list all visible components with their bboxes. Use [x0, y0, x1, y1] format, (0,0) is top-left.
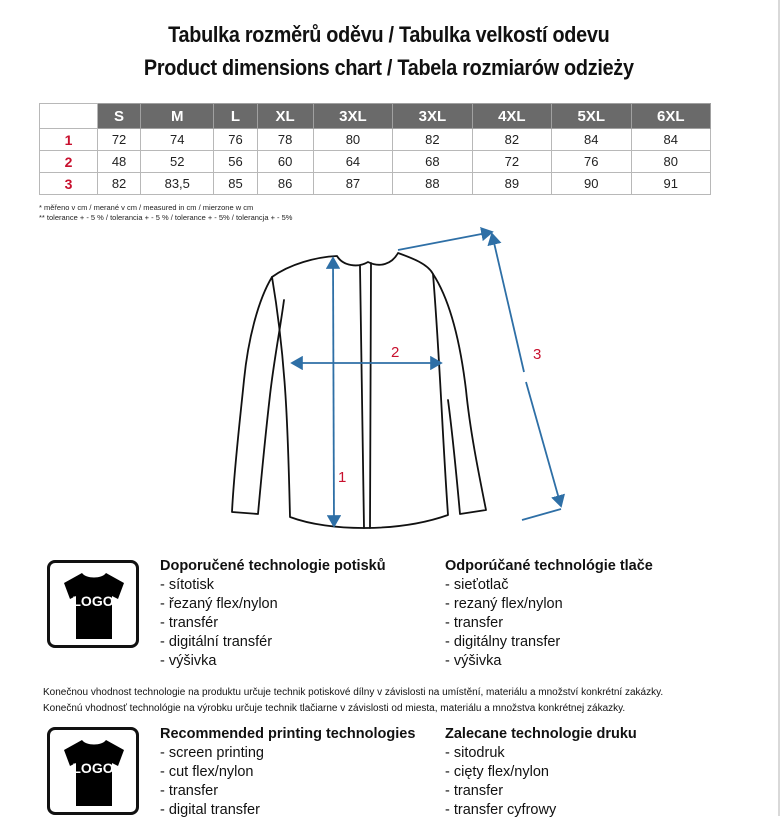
- size-header: 4XL: [472, 104, 551, 129]
- tech-list-en: [160, 725, 415, 820]
- tech-heading-en: Recommended printing technologies: [160, 726, 416, 742]
- garment-diagram: [230, 225, 580, 535]
- row-label: 2: [40, 151, 98, 173]
- tech-list-sk: [445, 557, 653, 671]
- tech-heading-sk: Odporúčané technológie tlače: [445, 558, 653, 574]
- list-item: - digital transfer: [160, 801, 415, 820]
- list-item: - transfer: [445, 614, 653, 633]
- table-cell: 84: [552, 129, 631, 151]
- tech-list-cz: [160, 557, 386, 671]
- table-row: [40, 173, 711, 195]
- list-item: - sitodruk: [445, 744, 637, 763]
- arrow-sleeve-upper: [492, 234, 524, 372]
- table-cell: 68: [393, 151, 472, 173]
- table-cell: 76: [552, 151, 631, 173]
- size-header: L: [214, 104, 257, 129]
- table-row: [40, 151, 711, 173]
- list-item: - rezaný flex/nylon: [445, 595, 653, 614]
- size-table-header-row: [40, 104, 711, 129]
- tech-list-pl: [445, 725, 637, 820]
- jacket-placket-left: [360, 266, 364, 528]
- jacket-outline: [232, 253, 486, 528]
- list-item: - transfer: [160, 782, 415, 801]
- logo-label: LOGO: [72, 593, 114, 609]
- table-cell: 72: [472, 151, 551, 173]
- arrow-sleeve-top: [398, 232, 492, 250]
- table-cell: 74: [141, 129, 214, 151]
- list-item: - digitálny transfer: [445, 633, 653, 652]
- page-title-line1: Tabulka rozměrů oděvu / Tabulka velkostí odevu: [168, 22, 610, 47]
- list-item: - cięty flex/nylon: [445, 763, 637, 782]
- page-title-line2: Product dimensions chart / Tabela rozmiarów odzieży: [143, 55, 634, 80]
- row-label: 3: [40, 173, 98, 195]
- row-label: 1: [40, 129, 98, 151]
- tech-heading-cz: Doporučené technologie potisků: [160, 558, 386, 574]
- diagram-label-3: 3: [533, 346, 542, 363]
- logo-tshirt-badge: [47, 727, 139, 815]
- table-cell: 80: [313, 129, 392, 151]
- list-item: - cut flex/nylon: [160, 763, 415, 782]
- list-item: - digitální transfér: [160, 633, 386, 652]
- table-cell: 64: [313, 151, 392, 173]
- list-item: - výšivka: [160, 652, 386, 671]
- disclaimer-sk: Konečnú vhodnosť technológie na výrobku určuje technik tlačiarne v závislosti od miesta, materiálu a množstva konkrétnej zákazky.: [43, 703, 626, 714]
- note-tolerance: ** tolerance + - 5 % / tolerancia + - 5 % / tolerance + - 5% / tolerancja + - 5%: [39, 213, 293, 222]
- table-cell: 83,5: [141, 173, 214, 195]
- list-item: - transfer cyfrowy: [445, 801, 637, 820]
- diagram-label-2: 2: [391, 344, 400, 361]
- measurement-notes: [39, 203, 292, 223]
- table-cell: 76: [214, 129, 257, 151]
- table-cell: 85: [214, 173, 257, 195]
- table-row: [40, 129, 711, 151]
- jacket-placket-right: [370, 263, 371, 528]
- disclaimer-cz: Konečnou vhodnost technologie na produktu určuje technik potiskové dílny v závislosti na umístění, materiálu a množství konkrétní zakázky.: [43, 687, 664, 698]
- table-cell: 56: [214, 151, 257, 173]
- table-cell: 90: [552, 173, 631, 195]
- table-cell: 89: [472, 173, 551, 195]
- table-cell: 48: [98, 151, 141, 173]
- table-cell: 86: [257, 173, 313, 195]
- table-cell: 84: [631, 129, 710, 151]
- logo-tshirt-badge: [47, 560, 139, 648]
- table-cell: 88: [393, 173, 472, 195]
- measurement-arrows: [292, 232, 561, 526]
- list-item: - screen printing: [160, 744, 415, 763]
- table-cell: 82: [472, 129, 551, 151]
- size-header: S: [98, 104, 141, 129]
- jacket-left-sleeve: [232, 277, 284, 514]
- diagram-label-1: 1: [338, 469, 347, 486]
- size-header: 5XL: [552, 104, 631, 129]
- note-measured: * měřeno v cm / merané v cm / measured in cm / mierzone w cm: [39, 203, 254, 212]
- size-header: 3XL: [393, 104, 472, 129]
- list-item: - řezaný flex/nylon: [160, 595, 386, 614]
- size-table-corner: [40, 104, 98, 129]
- size-header: M: [141, 104, 214, 129]
- arrow-length: [333, 258, 334, 526]
- size-header: 3XL: [313, 104, 392, 129]
- size-header: 6XL: [631, 104, 710, 129]
- table-cell: 78: [257, 129, 313, 151]
- table-cell: 82: [393, 129, 472, 151]
- table-cell: 52: [141, 151, 214, 173]
- list-item: - výšivka: [445, 652, 653, 671]
- table-cell: 72: [98, 129, 141, 151]
- table-cell: 87: [313, 173, 392, 195]
- logo-label: LOGO: [72, 760, 114, 776]
- table-cell: 82: [98, 173, 141, 195]
- list-item: - transfér: [160, 614, 386, 633]
- disclaimer: [43, 685, 778, 717]
- size-table: [39, 103, 711, 195]
- list-item: - sítotisk: [160, 576, 386, 595]
- arrow-sleeve-cuff: [522, 509, 561, 520]
- size-header: XL: [257, 104, 313, 129]
- table-cell: 60: [257, 151, 313, 173]
- list-item: - transfer: [445, 782, 637, 801]
- list-item: - sieťotlač: [445, 576, 653, 595]
- tech-heading-pl: Zalecane technologie druku: [445, 726, 637, 742]
- table-cell: 80: [631, 151, 710, 173]
- table-cell: 91: [631, 173, 710, 195]
- arrow-sleeve-lower: [526, 382, 561, 506]
